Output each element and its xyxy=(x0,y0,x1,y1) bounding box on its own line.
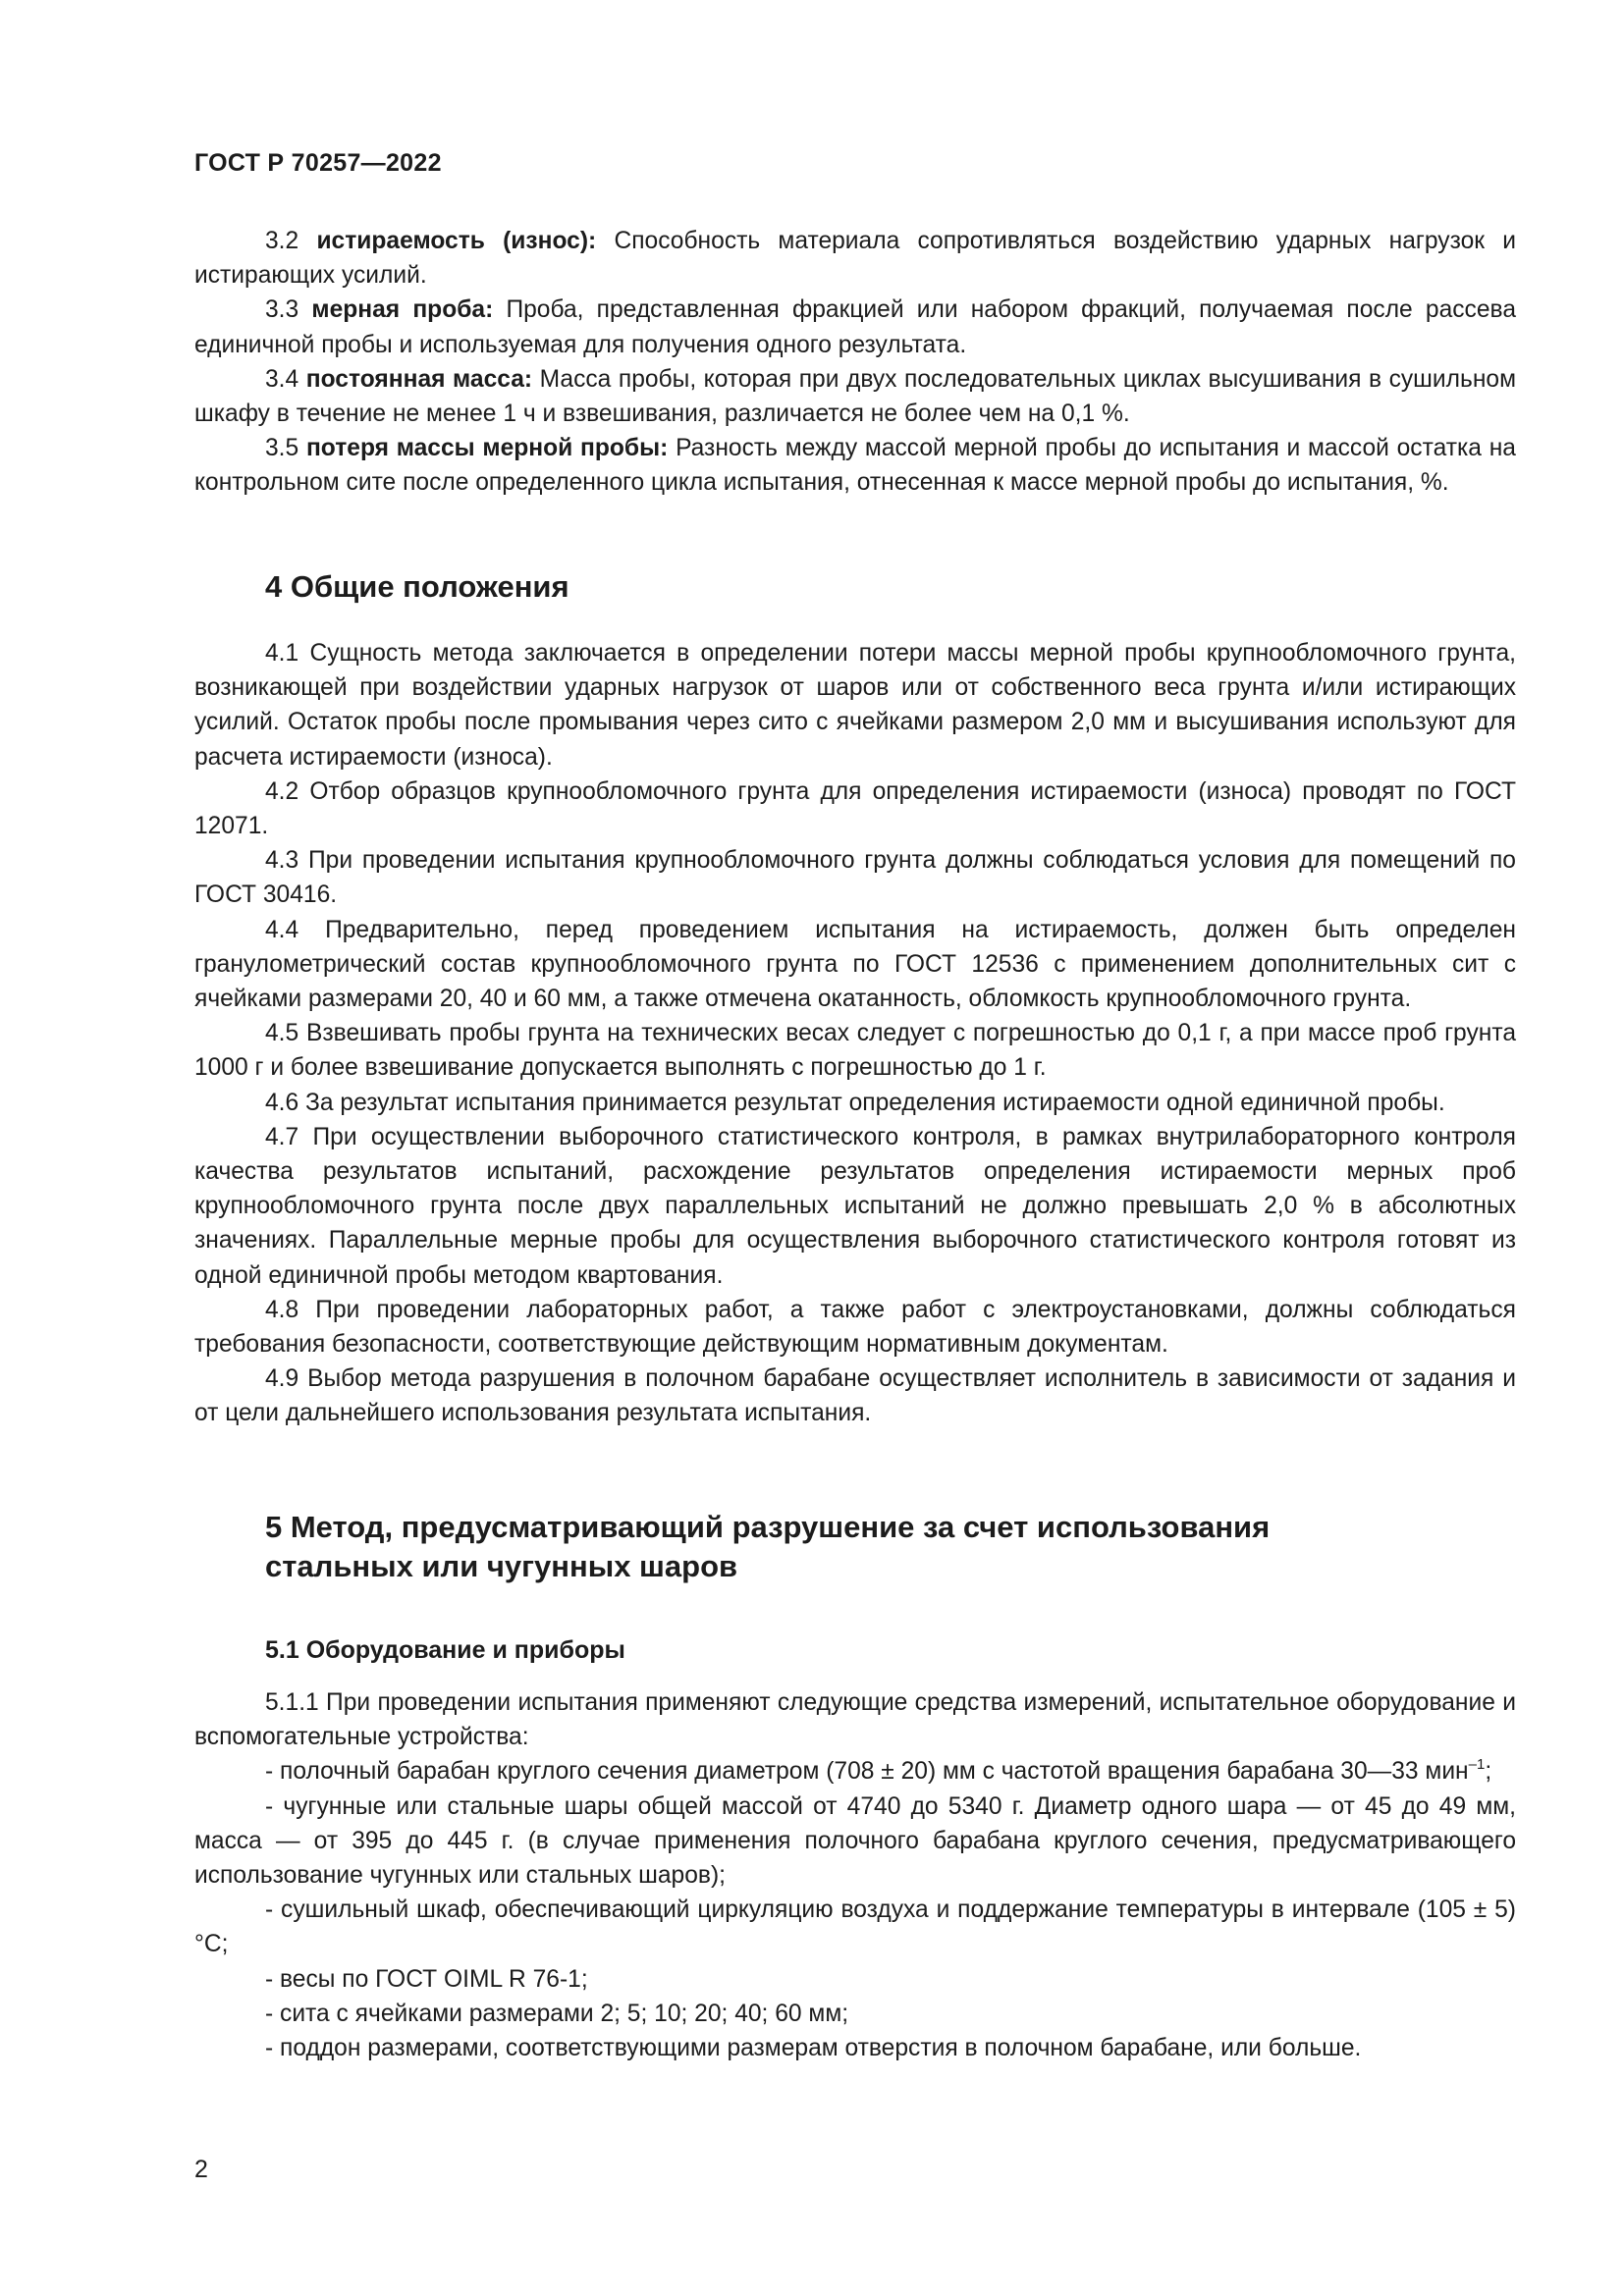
section-4-body xyxy=(194,636,1516,1431)
clause-4-8: 4.8 При проведении лабораторных работ, а также работ с электроустановками, должны соблюдаться требования безопасности, соответствующие действующим нормативным документам. xyxy=(194,1296,1516,1359)
clause-4-7: 4.7 При осуществлении выборочного статистического контроля, в рамках внутрилабораторного контроля качества результатов испытаний, расхождение результатов определения истираемости мерных проб крупнообломочного грунта после двух параллельных испытаний не должно превышать 2,0 % в абсолютных значениях. Параллельные мерные пробы для осуществления выборочного статистического контроля готовят из одной единичной пробы методом квартования. xyxy=(194,1123,1516,1289)
clause-4-6: 4.6 За результат испытания принимается результат определения истираемости одной единичной пробы. xyxy=(265,1089,1445,1116)
document-number-header: ГОСТ Р 70257—2022 xyxy=(194,149,442,177)
clause-4-2: 4.2 Отбор образцов крупнообломочного грунта для определения истираемости (износа) проводят по ГОСТ 12071. xyxy=(194,777,1516,840)
definition-3-2: 3.2 истираемость (износ): Способность материала сопротивляться воздействию ударных нагрузок и истирающих усилий. xyxy=(194,228,1516,290)
equipment-list-item: - полочный барабан круглого сечения диаметром (708 ± 20) мм с частотой вращения барабана 30—33 мин$^{-1}$; xyxy=(265,1756,1492,1786)
subsection-5-1-body xyxy=(194,1685,1516,2065)
clause-4-1: 4.1 Сущность метода заключается в определении потери массы мерной пробы крупнообломочного грунта, возникающей при воздействии ударных нагрузок от шаров или от собственного веса грунта и/или истирающих усилий. Остаток пробы после промывания через сито с ячейками размером 2,0 мм и высушивания используют для расчета истираемости (износа). xyxy=(194,640,1516,771)
clause-4-3: 4.3 При проведении испытания крупнообломочного грунта должны соблюдаться условия для помещений по ГОСТ 30416. xyxy=(194,847,1516,909)
section-4-heading: 4 Общие положения xyxy=(265,569,569,604)
equipment-list-item: - поддон размерами, соответствующими размерам отверстия в полочном барабане, или больше. xyxy=(265,2035,1362,2062)
subsection-5-1 xyxy=(194,1633,1516,1668)
page-number: 2 xyxy=(194,2156,208,2183)
section-5 xyxy=(194,1508,1516,1586)
clause-4-4: 4.4 Предварительно, перед проведением испытания на истираемость, должен быть определен гранулометрический состав крупнообломочного грунта по ГОСТ 12536 с применением дополнительных сит с ячейками размерами 20, 40 и 60 мм, а также отмечена окатанность, обломкость крупнообломочного грунта. xyxy=(194,916,1516,1013)
clause-4-9: 4.9 Выбор метода разрушения в полочном барабане осуществляет исполнитель в зависимости от задания и от цели дальнейшего использования результата испытания. xyxy=(194,1365,1516,1427)
equipment-list-item: - чугунные или стальные шары общей массой от 4740 до 5340 г. Диаметр одного шара — от 45 до 49 мм, масса — от 395 до 445 г. (в случае применения полочного барабана круглого сечения, предусматривающего использование чугунных или стальных шаров); xyxy=(194,1792,1516,1890)
section-5-heading-line-1: 5 Метод, предусматривающий разрушение за счет использования xyxy=(265,1510,1271,1544)
subsection-5-1-heading: 5.1 Оборудование и приборы xyxy=(265,1636,625,1664)
definition-3-3: 3.3 мерная проба: Проба, представленная фракцией или набором фракций, получаемая после рассева единичной пробы и используемая для получения одного результата. xyxy=(194,296,1516,358)
definition-3-5: 3.5 потеря массы мерной пробы: Разность между массой мерной пробы до испытания и массой остатка на контрольном сите после определенного цикла испытания, отнесенная к массе мерной пробы до испытания, %. xyxy=(194,435,1516,497)
definition-3-4: 3.4 постоянная масса: Масса пробы, которая при двух последовательных циклах высушивания в сушильном шкафу в течение не менее 1 ч и взвешивания, различается не более чем на 0,1 %. xyxy=(194,365,1516,428)
equipment-list-item: - сушильный шкаф, обеспечивающий циркуляцию воздуха и поддержание температуры в интервале (105 ± 5) °С; xyxy=(194,1896,1516,1958)
section-4 xyxy=(194,567,1516,607)
equipment-list-item: - весы по ГОСТ OIML R 76-1; xyxy=(265,1965,588,1993)
clause-5-1-1: 5.1.1 При проведении испытания применяют следующие средства измерений, испытательное оборудование и вспомогательные устройства: xyxy=(194,1689,1516,1751)
equipment-list-item: - сита с ячейками размерами 2; 5; 10; 20; 40; 60 мм; xyxy=(265,2000,849,2027)
clause-4-5: 4.5 Взвешивать пробы грунта на технических весах следует с погрешностью до 0,1 г, а при массе проб грунта 1000 г и более взвешивание допускается выполнять с погрешностью до 1 г. xyxy=(194,1020,1516,1082)
section-5-heading-line-2: стальных или чугунных шаров xyxy=(265,1549,738,1583)
section-3-definitions xyxy=(194,224,1516,501)
